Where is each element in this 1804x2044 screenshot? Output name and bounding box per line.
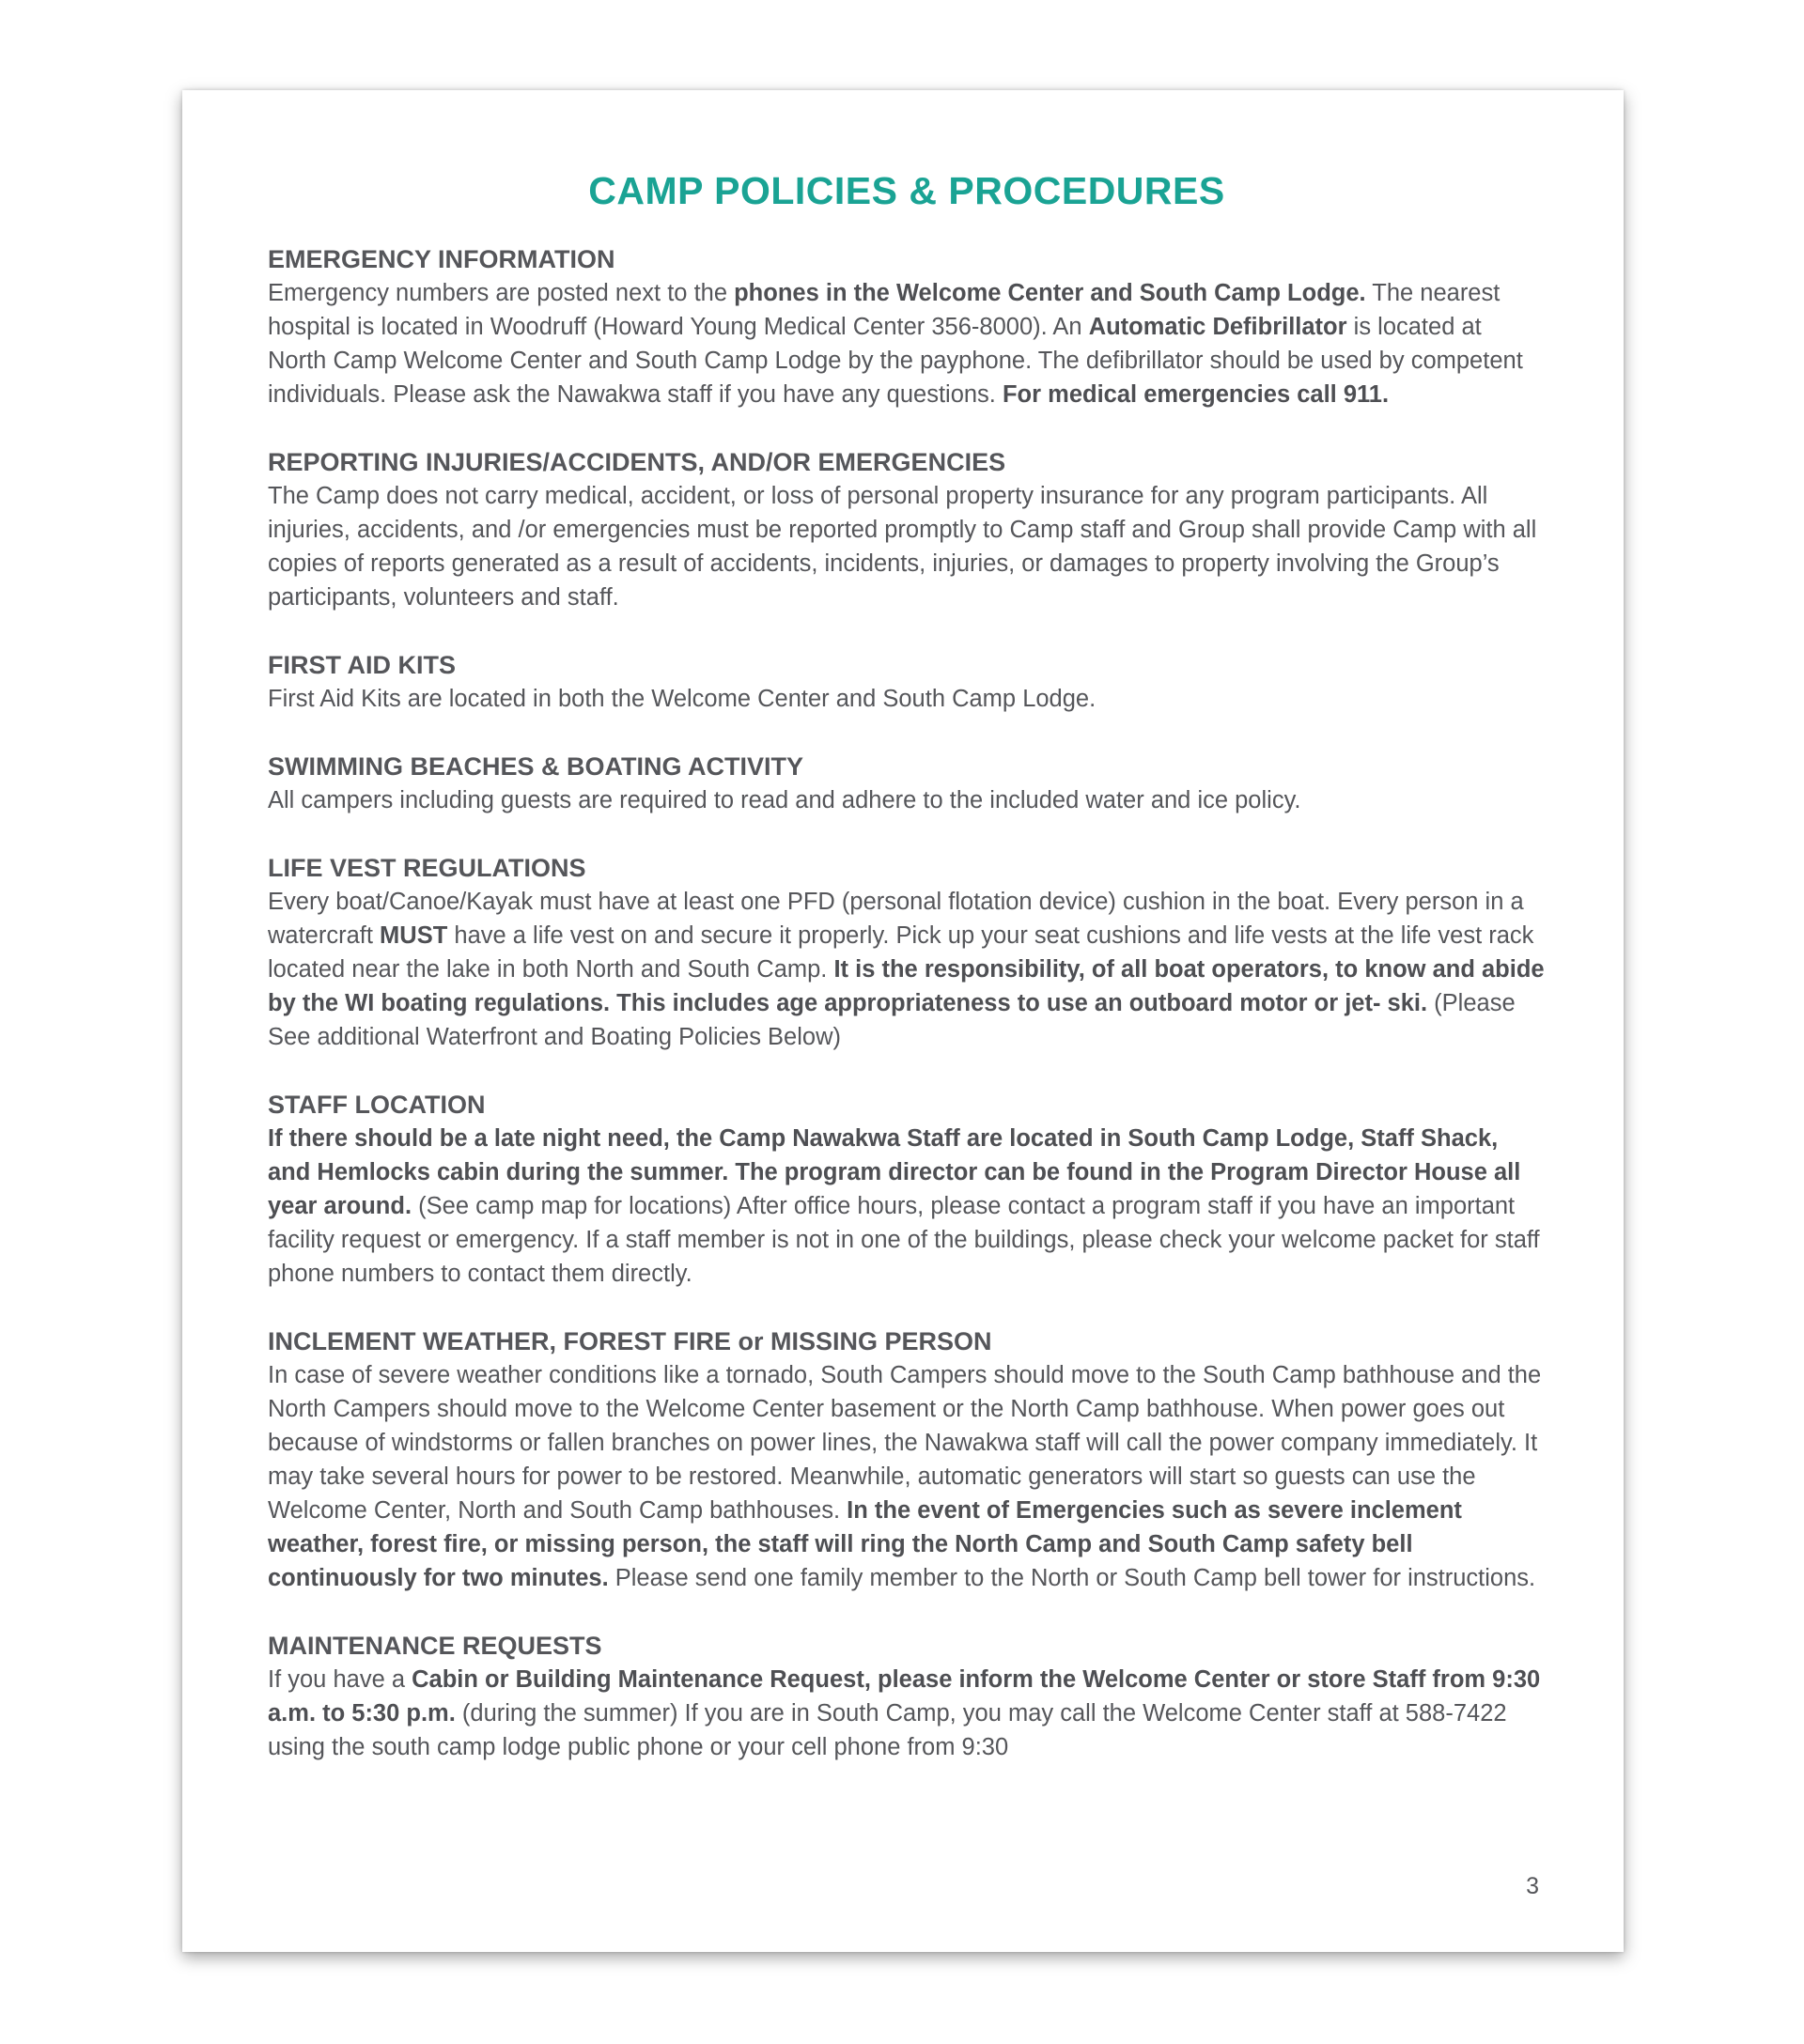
section-heading: FIRST AID KITS — [268, 651, 456, 679]
section-body: If you have a Cabin or Building Maintenance Request, please inform the Welcome Center or store Staff from 9:30 a.m. to 5:30 p.m. (during the summer) If you are in South Camp, you may call the Welcome Center staff at 588-7422 using the south camp lodge public phone or your cell phone from 9:30 — [268, 1666, 1541, 1760]
section-body: Every boat/Canoe/Kayak must have at least one PFD (personal flotation device) cushion in the boat. Every person in a watercraft MUST have a life vest on and secure it properly. Pick up your seat cushions and life vests at the life vest rack located near the lake in both North and South Camp. It is the responsibility, of all boat operators, to know and abide by the WI boating regulations. This includes age appropriateness to use an outboard motor or jet- ski. (Please See additional Waterfront and Boating Policies Below) — [268, 889, 1545, 1050]
section-body: The Camp does not carry medical, accident, or loss of personal property insurance for any program participants. All injuries, accidents, and /or emergencies must be reported promptly to Camp staff and Group shall provide Camp with all copies of reports generated as a result of accidents, incidents, injuries, or damages to property involving the Group’s participants, volunteers and staff. — [268, 483, 1537, 611]
section-heading: EMERGENCY INFORMATION — [268, 245, 615, 273]
section-swimming-beaches — [268, 750, 1546, 817]
section-maintenance-requests — [268, 1629, 1546, 1764]
section-heading: SWIMMING BEACHES & BOATING ACTIVITY — [268, 752, 803, 781]
section-staff-location — [268, 1088, 1546, 1291]
section-heading: LIFE VEST REGULATIONS — [268, 854, 586, 882]
section-body: If there should be a late night need, the Camp Nawakwa Staff are located in South Camp Lodge, Staff Shack, and Hemlocks cabin during the summer. The program director can be found in the Program Director House all year around. (See camp map for locations) After office hours, please contact a program staff if you have an important facility request or emergency. If a staff member is not in one of the buildings, please check your welcome packet for staff phone numbers to contact them directly. — [268, 1125, 1540, 1287]
section-body: First Aid Kits are located in both the Welcome Center and South Camp Lodge. — [268, 686, 1096, 712]
section-heading: STAFF LOCATION — [268, 1091, 486, 1119]
section-heading: MAINTENANCE REQUESTS — [268, 1632, 602, 1660]
section-body: Emergency numbers are posted next to the phones in the Welcome Center and South Camp Lodge. The nearest hospital is located in Woodruff (Howard Young Medical Center 356-8000). An Automatic Defibrillator is located at North Camp Welcome Center and South Camp Lodge by the payphone. The defibrillator should be used by competent individuals. Please ask the Nawakwa staff if you have any questions. For medical emergencies call 911. — [268, 280, 1523, 408]
section-emergency-information — [268, 242, 1546, 411]
section-body: In case of severe weather conditions like a tornado, South Campers should move to the South Camp bathhouse and the North Campers should move to the Welcome Center basement or the North Camp bathhouse. When power goes out because of windstorms or fallen branches on power lines, the Nawakwa staff will call the power company immediately. It may take several hours for power to be restored. Meanwhile, automatic generators will start so guests can use the Welcome Center, North and South Camp bathhouses. In the event of Emergencies such as severe inclement weather, forest fire, or missing person, the staff will ring the North Camp and South Camp safety bell continuously for two minutes. Please send one family member to the North or South Camp bell tower for instructions. — [268, 1362, 1542, 1591]
page-number: 3 — [1526, 1873, 1539, 1899]
page-title: CAMP POLICIES & PROCEDURES — [588, 169, 1225, 212]
section-heading: INCLEMENT WEATHER, FOREST FIRE or MISSING PERSON — [268, 1327, 992, 1355]
section-heading: REPORTING INJURIES/ACCIDENTS, AND/OR EMERGENCIES — [268, 448, 1006, 476]
page-content — [268, 90, 1546, 1764]
section-life-vest-regulations — [268, 851, 1546, 1054]
section-body: All campers including guests are required to read and adhere to the included water and ice policy. — [268, 787, 1301, 813]
section-first-aid-kits — [268, 648, 1546, 716]
section-inclement-weather — [268, 1324, 1546, 1595]
document-page — [182, 90, 1624, 1952]
section-reporting-injuries — [268, 445, 1546, 614]
